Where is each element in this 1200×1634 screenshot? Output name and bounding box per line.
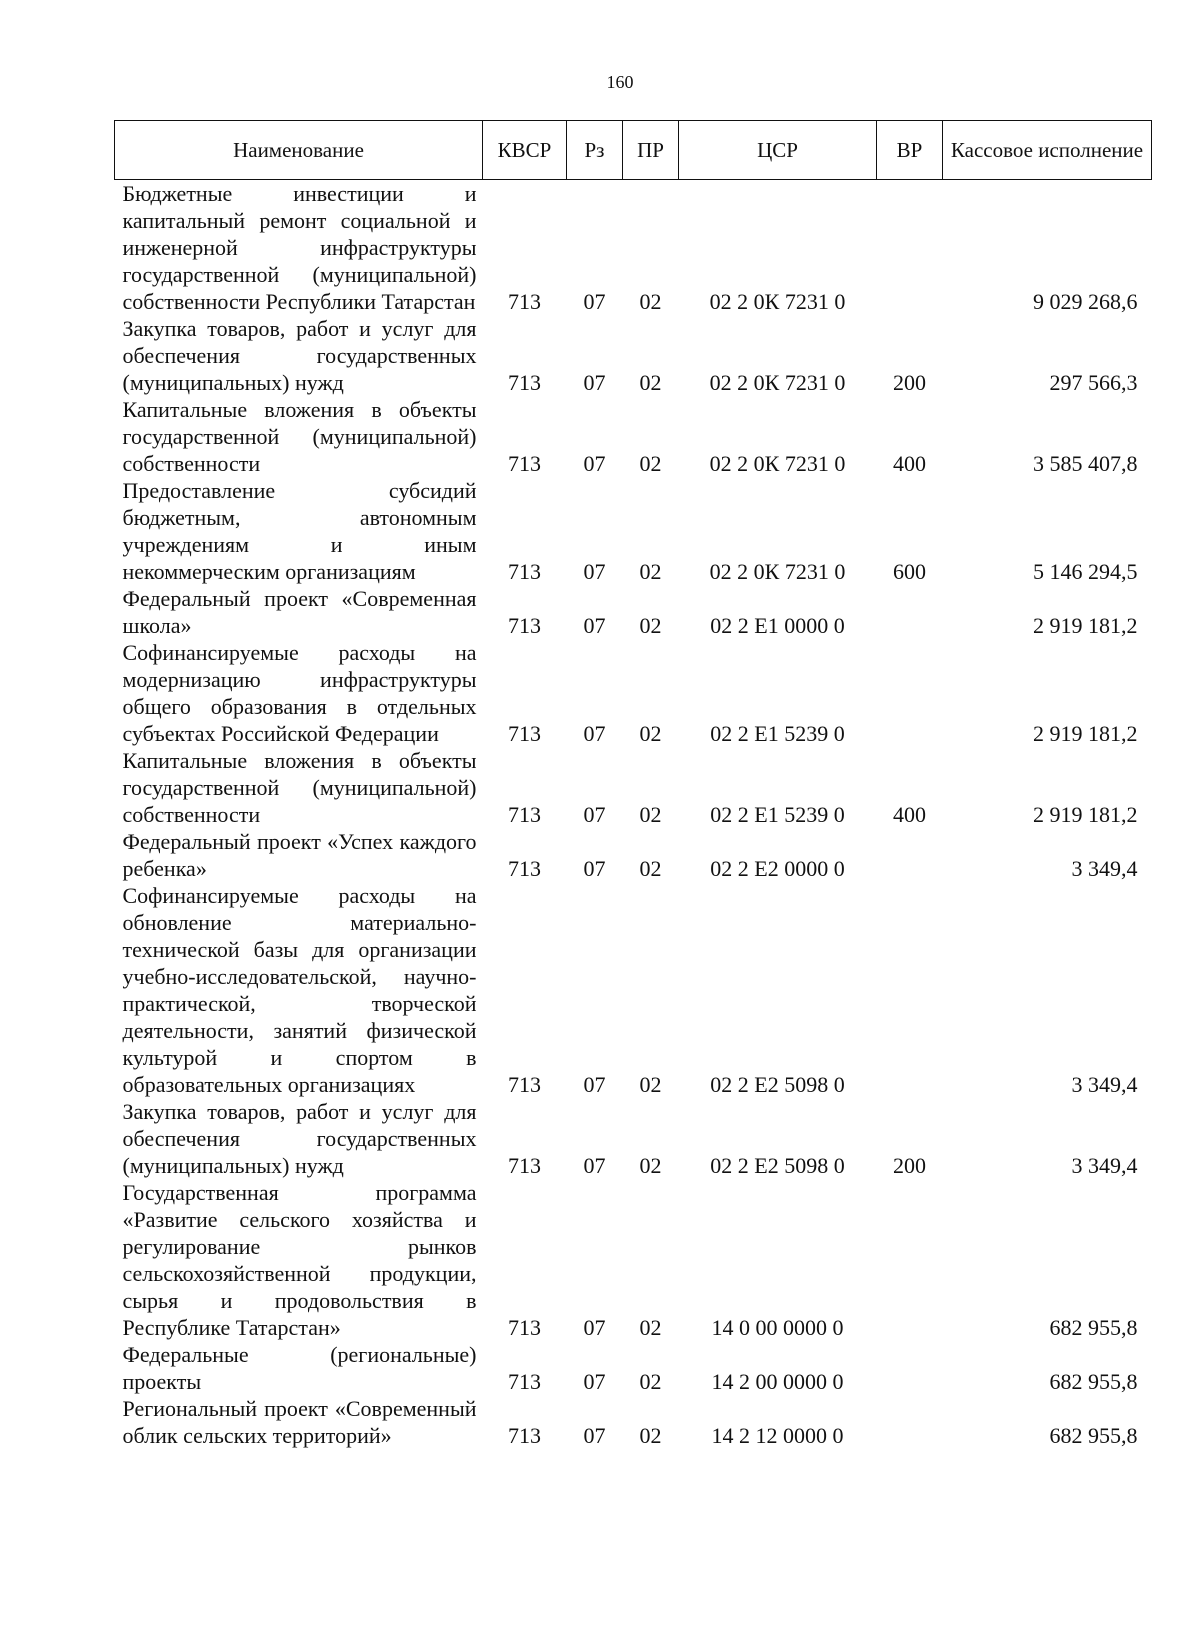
row-amount: 297 566,3 — [1049, 370, 1138, 395]
row-csr: 14 2 12 0000 0 — [711, 1423, 844, 1448]
row-name: Закупка товаров, работ и услуг для обеспечения государственных (муниципальных) нужд — [122, 1099, 477, 1178]
row-rz: 07 — [583, 802, 606, 827]
table-row — [115, 396, 1152, 477]
table-row — [115, 639, 1152, 747]
row-rz: 07 — [583, 1153, 606, 1178]
row-rz: 07 — [583, 1315, 606, 1340]
budget-execution-table — [114, 120, 1152, 1449]
row-rz: 07 — [583, 289, 606, 314]
row-rz: 07 — [583, 613, 606, 638]
row-pr: 02 — [639, 1315, 662, 1340]
row-rz: 07 — [583, 1369, 606, 1394]
header-kvsr: КВСР — [483, 121, 567, 180]
row-pr: 02 — [639, 1153, 662, 1178]
row-vr: 600 — [893, 559, 926, 584]
row-rz: 07 — [583, 1072, 606, 1097]
row-vr — [877, 828, 943, 882]
row-name: Софинансируемые расходы на модернизацию инфраструктуры общего образования в отдельных субъектах Российской Федерации — [122, 640, 477, 746]
row-pr: 02 — [639, 1423, 662, 1448]
row-csr: 02 2 0К 7231 0 — [709, 370, 846, 395]
row-name: Федеральный проект «Успех каждого ребенка» — [122, 829, 477, 881]
row-csr: 02 2 Е1 5239 0 — [710, 721, 845, 746]
header-vr: ВР — [877, 121, 943, 180]
row-amount: 3 349,4 — [1071, 856, 1138, 881]
row-name: Федеральные (региональные) проекты — [122, 1342, 477, 1394]
row-csr: 02 2 Е1 0000 0 — [710, 613, 845, 638]
row-csr: 02 2 Е2 5098 0 — [710, 1153, 845, 1178]
row-vr — [877, 585, 943, 639]
row-pr: 02 — [639, 1072, 662, 1097]
row-kvsr: 713 — [508, 1423, 541, 1448]
row-rz: 07 — [583, 1423, 606, 1448]
row-pr: 02 — [639, 559, 662, 584]
row-amount: 5 146 294,5 — [1033, 559, 1138, 584]
row-kvsr: 713 — [508, 289, 541, 314]
row-rz: 07 — [583, 559, 606, 584]
row-amount: 682 955,8 — [1049, 1315, 1138, 1340]
row-name: Государственная программа «Развитие сельского хозяйства и регулирование рынков сельскохозяйственной продукции, сырья и продовольствия в Республике Татарстан» — [122, 1180, 477, 1340]
table-row — [115, 1098, 1152, 1179]
row-amount: 3 349,4 — [1071, 1153, 1138, 1178]
row-kvsr: 713 — [508, 1072, 541, 1097]
row-pr: 02 — [639, 451, 662, 476]
row-pr: 02 — [639, 370, 662, 395]
row-name: Региональный проект «Современный облик сельских территорий» — [122, 1396, 477, 1448]
row-pr: 02 — [639, 802, 662, 827]
row-vr: 400 — [893, 802, 926, 827]
row-name: Софинансируемые расходы на обновление материально-технической базы для организации учебно-исследовательской, научно-практической, творческой деятельности, занятий физической культурой и спортом в образовательных организациях — [122, 883, 477, 1097]
row-rz: 07 — [583, 721, 606, 746]
row-name: Федеральный проект «Современная школа» — [122, 586, 477, 638]
row-amount: 9 029 268,6 — [1033, 289, 1138, 314]
row-amount: 3 585 407,8 — [1033, 451, 1138, 476]
row-csr: 02 2 Е2 5098 0 — [710, 1072, 845, 1097]
header-execution: Кассовое исполнение — [943, 121, 1152, 180]
row-kvsr: 713 — [508, 1153, 541, 1178]
row-pr: 02 — [639, 1369, 662, 1394]
table-row — [115, 747, 1152, 828]
row-vr — [877, 1341, 943, 1395]
row-rz: 07 — [583, 370, 606, 395]
header-csr: ЦСР — [679, 121, 877, 180]
header-rz: Рз — [567, 121, 623, 180]
row-name: Капитальные вложения в объекты государственной (муниципальной) собственности — [122, 397, 477, 476]
row-kvsr: 713 — [508, 802, 541, 827]
table-body — [115, 180, 1152, 1450]
row-name: Бюджетные инвестиции и капитальный ремонт социальной и инженерной инфраструктуры государственной (муниципальной) собственности Республики Татарстан — [122, 181, 477, 314]
table-header-row — [115, 121, 1152, 180]
row-csr: 02 2 0К 7231 0 — [709, 289, 846, 314]
row-pr: 02 — [639, 856, 662, 881]
row-amount: 682 955,8 — [1049, 1369, 1138, 1394]
row-kvsr: 713 — [508, 856, 541, 881]
row-pr: 02 — [639, 721, 662, 746]
row-kvsr: 713 — [508, 721, 541, 746]
row-csr: 02 2 0К 7231 0 — [709, 451, 846, 476]
row-kvsr: 713 — [508, 1315, 541, 1340]
row-vr — [877, 1179, 943, 1341]
row-csr: 02 2 Е1 5239 0 — [710, 802, 845, 827]
row-vr — [877, 882, 943, 1098]
row-vr — [877, 639, 943, 747]
table-row — [115, 315, 1152, 396]
table-row — [115, 1341, 1152, 1395]
table-row — [115, 1395, 1152, 1449]
row-kvsr: 713 — [508, 559, 541, 584]
row-name: Закупка товаров, работ и услуг для обеспечения государственных (муниципальных) нужд — [122, 316, 477, 395]
row-kvsr: 713 — [508, 613, 541, 638]
header-name: Наименование — [115, 121, 483, 180]
row-csr: 02 2 0К 7231 0 — [709, 559, 846, 584]
row-pr: 02 — [639, 613, 662, 638]
row-vr — [877, 180, 943, 316]
table-row — [115, 180, 1152, 316]
row-csr: 14 2 00 0000 0 — [711, 1369, 844, 1394]
row-csr: 14 0 00 0000 0 — [711, 1315, 844, 1340]
row-rz: 07 — [583, 856, 606, 881]
row-kvsr: 713 — [508, 451, 541, 476]
row-amount: 2 919 181,2 — [1033, 802, 1138, 827]
row-pr: 02 — [639, 289, 662, 314]
row-amount: 682 955,8 — [1049, 1423, 1138, 1448]
row-amount: 3 349,4 — [1071, 1072, 1138, 1097]
row-rz: 07 — [583, 451, 606, 476]
table-row — [115, 882, 1152, 1098]
row-kvsr: 713 — [508, 370, 541, 395]
table-row — [115, 585, 1152, 639]
row-name: Предоставление субсидий бюджетным, автономным учреждениям и иным некоммерческим организациям — [122, 478, 477, 584]
row-name: Капитальные вложения в объекты государственной (муниципальной) собственности — [122, 748, 477, 827]
table-row — [115, 477, 1152, 585]
header-pr: ПР — [623, 121, 679, 180]
row-vr: 400 — [893, 451, 926, 476]
row-vr — [877, 1395, 943, 1449]
row-csr: 02 2 Е2 0000 0 — [710, 856, 845, 881]
table-row — [115, 828, 1152, 882]
row-vr: 200 — [893, 370, 926, 395]
row-vr: 200 — [893, 1153, 926, 1178]
table-row — [115, 1179, 1152, 1341]
row-amount: 2 919 181,2 — [1033, 613, 1138, 638]
row-kvsr: 713 — [508, 1369, 541, 1394]
page-number: 160 — [606, 72, 634, 92]
row-amount: 2 919 181,2 — [1033, 721, 1138, 746]
